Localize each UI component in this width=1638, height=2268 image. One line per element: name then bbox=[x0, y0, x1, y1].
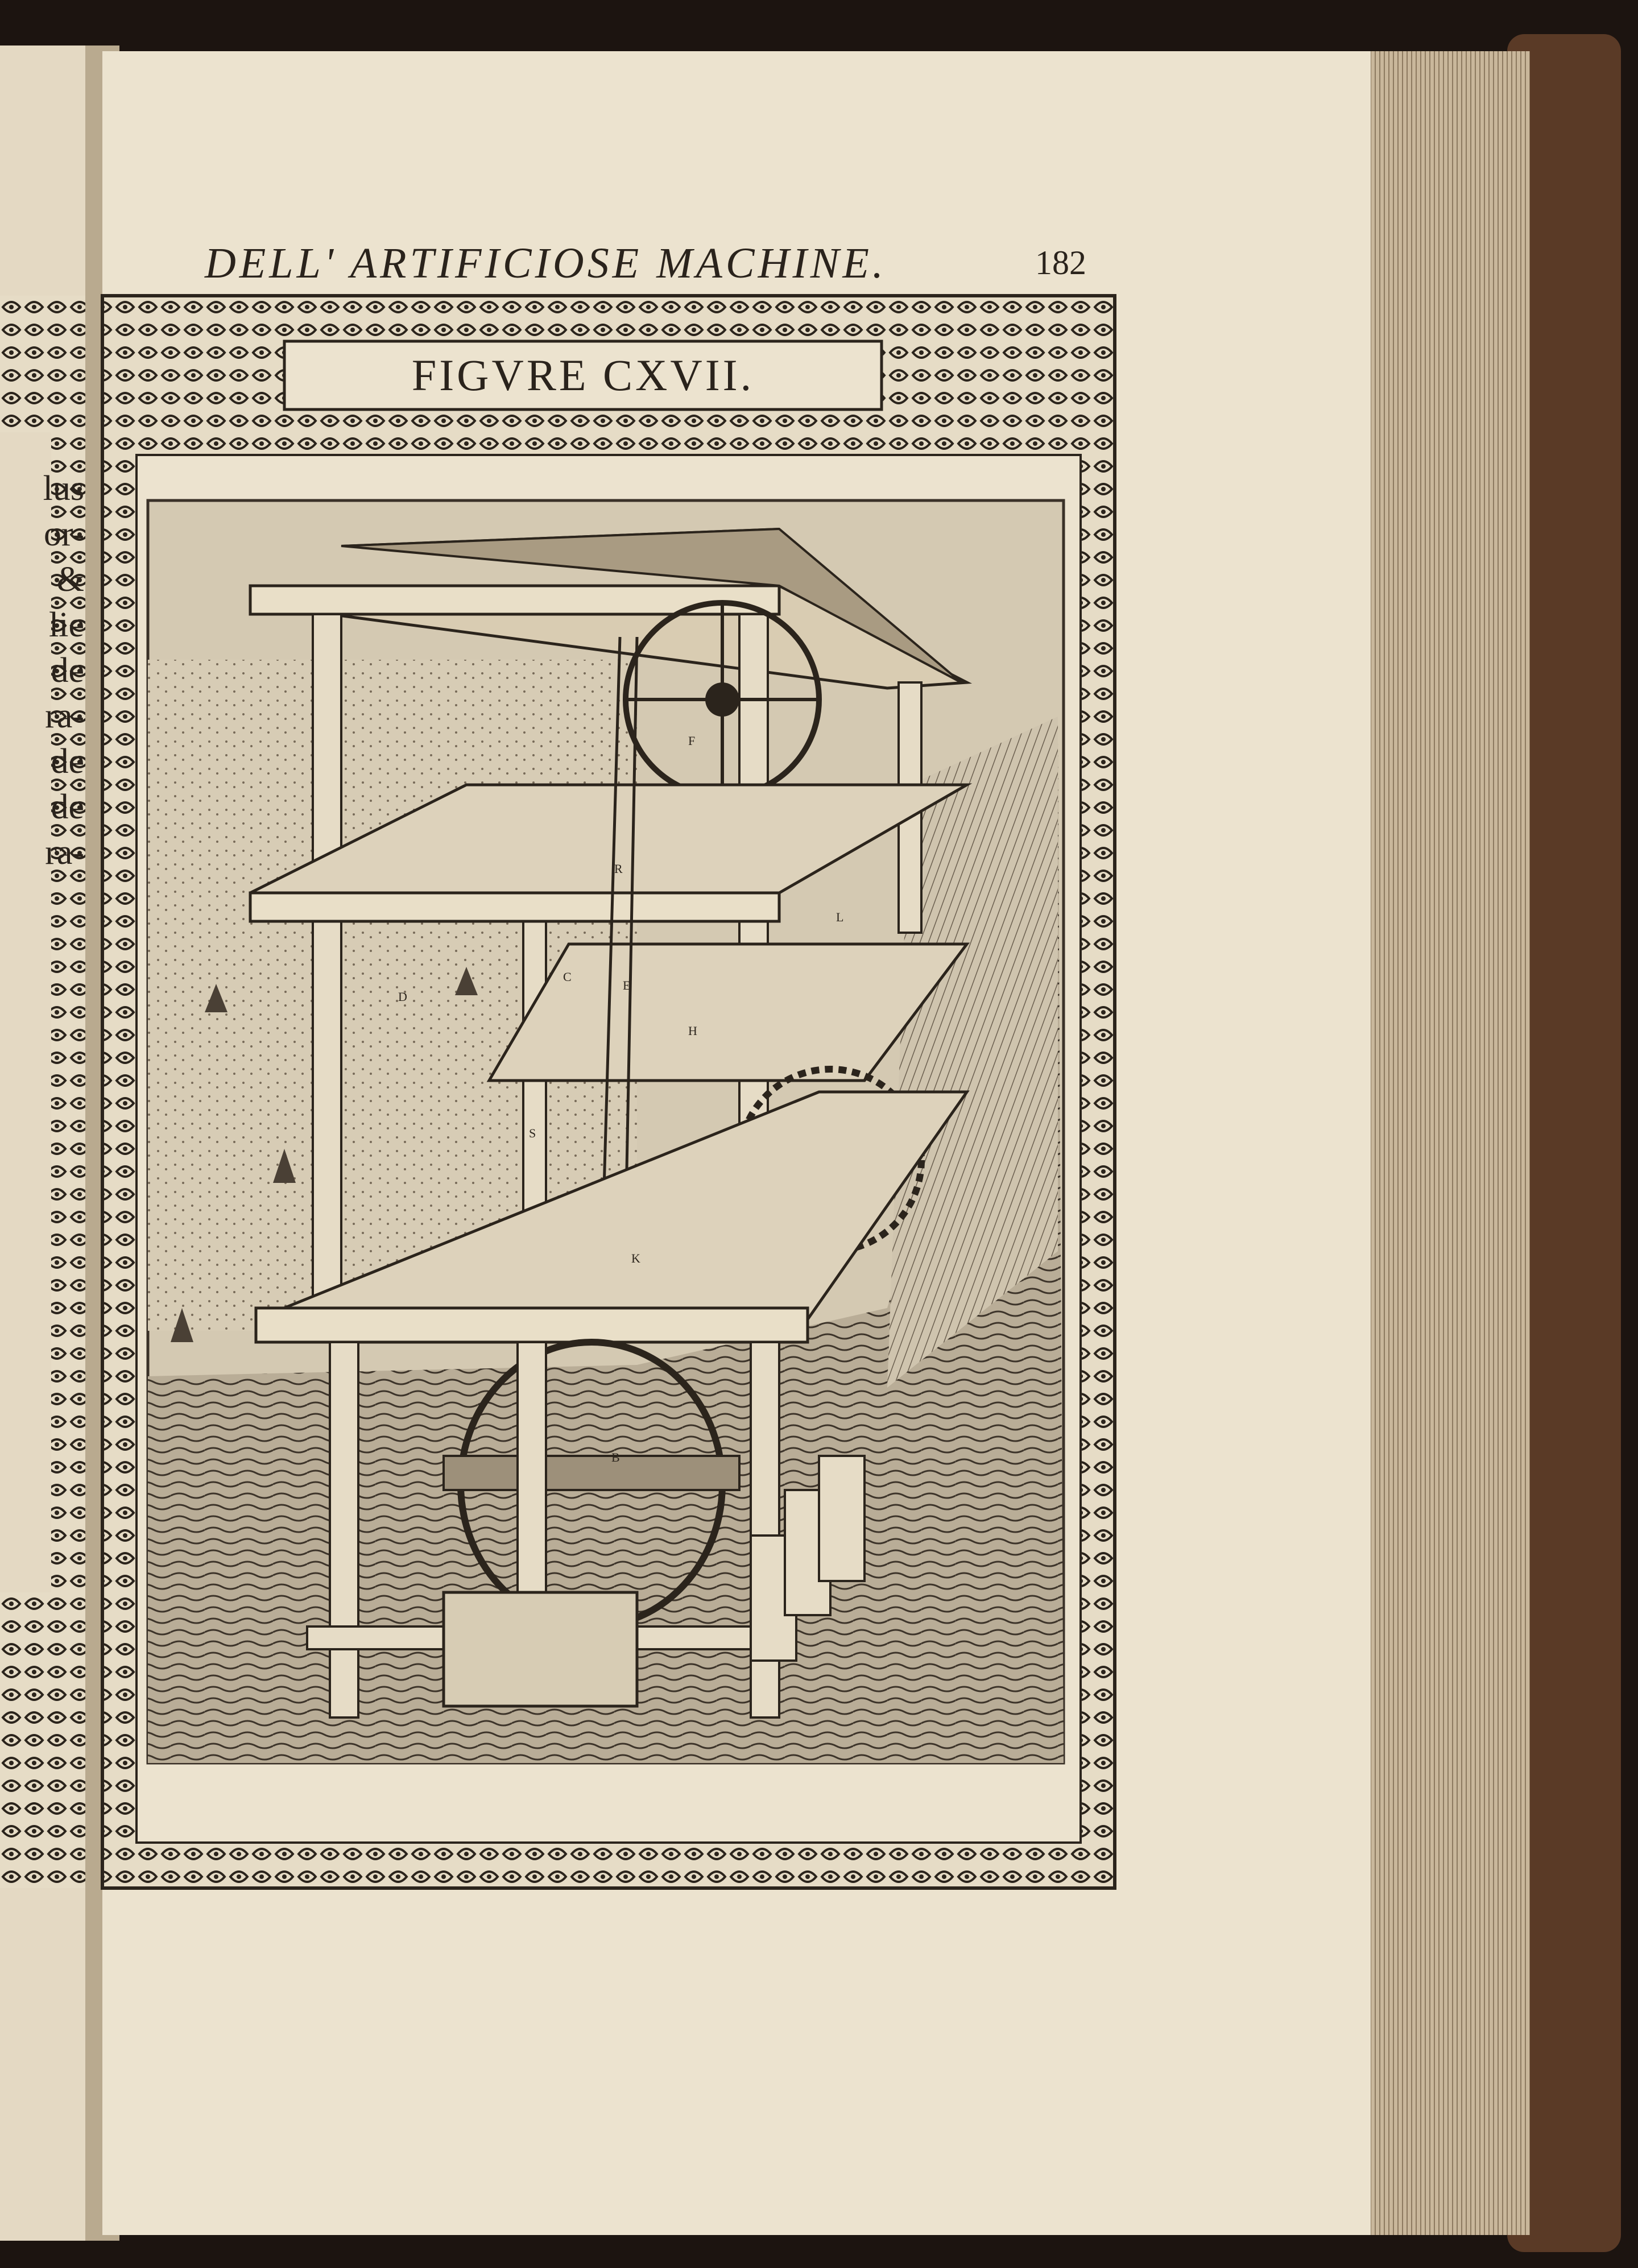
facing-text-line: de bbox=[51, 788, 84, 826]
letter-B: B bbox=[611, 1450, 620, 1464]
facing-text-line: or- bbox=[43, 515, 84, 553]
sluice-gate bbox=[444, 1592, 637, 1706]
letter-R: R bbox=[614, 862, 623, 876]
facing-text-line: & bbox=[56, 560, 84, 599]
facing-text-line: lus bbox=[43, 469, 84, 508]
letter-E: E bbox=[623, 978, 631, 992]
letter-C: C bbox=[563, 970, 572, 984]
facing-text-line: ra- bbox=[45, 833, 84, 872]
facing-text-line: lie bbox=[49, 606, 84, 644]
letter-L: L bbox=[836, 910, 844, 924]
letter-S: S bbox=[529, 1126, 536, 1140]
letter-F: F bbox=[688, 734, 696, 748]
page-edges bbox=[1359, 51, 1530, 2235]
letter-K: K bbox=[631, 1251, 640, 1265]
running-head: DELL' ARTIFICIOSE MACHINE. bbox=[205, 239, 887, 287]
facing-page-border bbox=[0, 296, 85, 432]
letter-D: D bbox=[398, 990, 407, 1004]
letter-H: H bbox=[688, 1024, 697, 1038]
facing-text-line: ra- bbox=[45, 697, 84, 735]
facing-text-line: de bbox=[51, 742, 84, 781]
engraving-plate bbox=[148, 500, 1064, 1763]
page-number: 182 bbox=[1035, 244, 1086, 282]
figure-caption: FIGVRE CXVII. bbox=[411, 350, 755, 400]
facing-text-line: de bbox=[51, 651, 84, 690]
